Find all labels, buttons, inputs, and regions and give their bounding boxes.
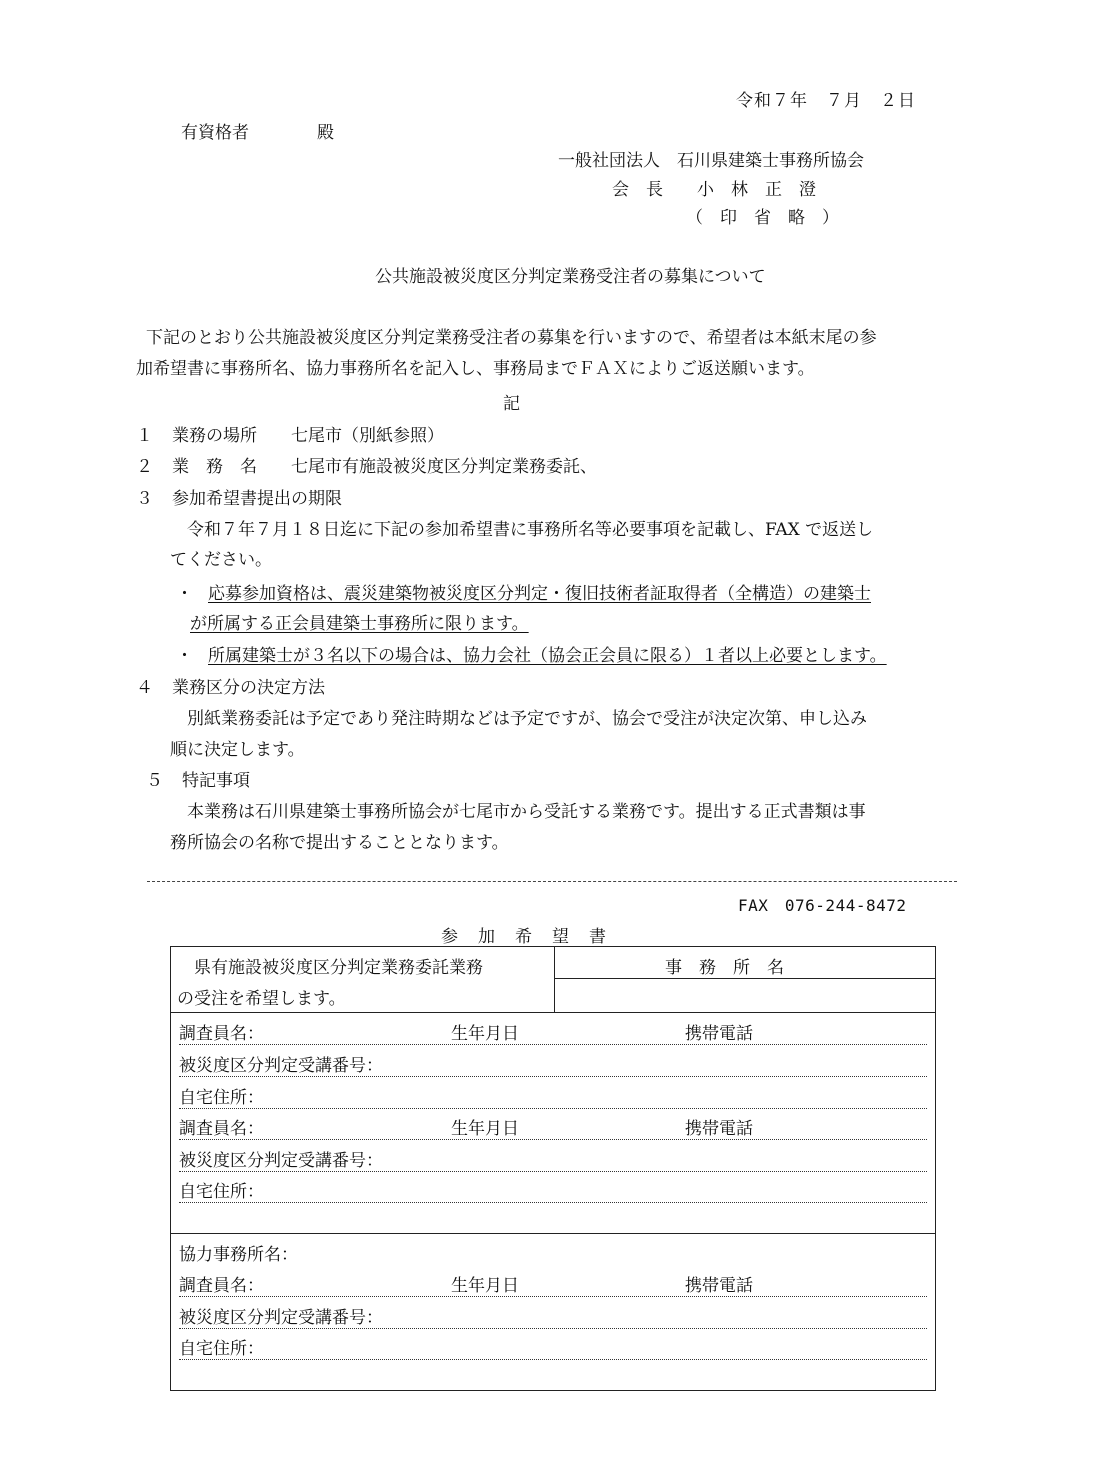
surveyor-name-label: 調査員名： — [179, 1119, 264, 1139]
office-name-header: 事 務 所 名 — [665, 958, 784, 978]
birth-date-label: 生年月日 — [451, 1119, 519, 1139]
surveyor-1-course-number-row[interactable] — [179, 1049, 927, 1077]
surveyor-2-course-number-row[interactable] — [179, 1144, 927, 1172]
intro-line-1: 下記のとおり公共施設被災度区分判定業務受注者の募集を行いますので、希望者は本紙末尾の参 — [146, 328, 877, 348]
course-number-label: 被災度区分判定受講番号： — [179, 1308, 383, 1328]
item-5-body-line-1: 本業務は石川県建築士事務所協会が七尾市から受託する業務です。提出する正式書類は事 — [170, 802, 866, 822]
item-3-body-line-1: 令和７年７月１８日迄に下記の参加希望書に事務所名等必要事項を記載し、FAX で返送し — [170, 520, 874, 540]
surveyor-1-address-row[interactable] — [179, 1081, 927, 1109]
sender-organization: 一般社団法人 石川県建築士事務所協会 — [558, 151, 864, 171]
item-text: 参加希望書提出の期限 — [172, 489, 342, 509]
item-text: 特記事項 — [182, 771, 250, 791]
item-5 — [146, 766, 250, 791]
intro-paragraph — [136, 323, 877, 385]
birth-date-label: 生年月日 — [451, 1276, 519, 1296]
ki-heading: 記 — [503, 394, 520, 414]
apply-statement-line-1: 県有施設被災度区分判定業務委託業務 — [177, 958, 483, 978]
bullet-mark: ・ — [176, 584, 193, 604]
recipient-honorific: 殿 — [317, 123, 334, 143]
birth-date-label: 生年月日 — [451, 1024, 519, 1044]
partner-address-row[interactable] — [179, 1332, 927, 1360]
application-form — [170, 946, 936, 1391]
seal-omitted-note: （ 印 省 略 ） — [686, 208, 839, 228]
item-number: ５ — [146, 771, 163, 791]
qualification-note-line-1: 応募参加資格は、震災建築物被災度区分判定・復旧技術者証取得者（全構造）の建築士 — [208, 584, 871, 604]
course-number-label: 被災度区分判定受講番号： — [179, 1056, 383, 1076]
home-address-label: 自宅住所： — [179, 1339, 264, 1359]
recipient-label: 有資格者 — [181, 123, 249, 143]
item-4-body-line-2: 順に決定します。 — [170, 740, 305, 760]
item-4 — [136, 673, 325, 698]
qualification-note-line-2: が所属する正会員建築士事務所に限ります。 — [190, 614, 529, 634]
item-4-body-line-1: 別紙業務委託は予定であり発注時期などは予定ですが、協会で受注が決定次第、申し込み — [170, 709, 867, 729]
mobile-phone-label: 携帯電話 — [685, 1119, 753, 1139]
item-3 — [136, 484, 342, 509]
item-text: 業務の場所 七尾市（別紙参照） — [172, 426, 444, 446]
item-2 — [136, 452, 597, 477]
home-address-label: 自宅住所： — [179, 1088, 264, 1108]
cut-line — [147, 881, 957, 882]
surveyor-2-address-row[interactable] — [179, 1175, 927, 1203]
apply-statement-line-2: の受注を希望します。 — [177, 989, 346, 1009]
home-address-label: 自宅住所： — [179, 1182, 264, 1202]
item-number: ３ — [136, 489, 153, 509]
sender-president: 会 長 小 林 正 澄 — [612, 180, 816, 200]
issue-date: 令和７年 ７月 ２日 — [736, 91, 916, 111]
form-divider — [554, 947, 555, 1012]
mobile-phone-label: 携帯電話 — [685, 1024, 753, 1044]
partner-course-number-row[interactable] — [179, 1301, 927, 1329]
item-number: ４ — [136, 678, 153, 698]
bullet-mark: ・ — [176, 646, 193, 666]
item-1 — [136, 421, 444, 446]
surveyor-2-row[interactable] — [179, 1112, 927, 1140]
surveyor-name-label: 調査員名： — [179, 1024, 264, 1044]
office-name-field[interactable] — [557, 981, 933, 1011]
intro-line-2: 加希望書に事務所名、協力事務所名を記入し、事務局までＦＡＸによりご返送願います。 — [136, 359, 815, 379]
form-divider — [171, 1233, 935, 1234]
item-text: 業 務 名 七尾市有施設被災度区分判定業務委託、 — [172, 457, 597, 477]
partner-surveyor-row[interactable] — [179, 1269, 927, 1297]
item-3-body-line-2: てください。 — [170, 550, 272, 570]
surveyor-name-label: 調査員名： — [179, 1276, 264, 1296]
form-divider — [554, 978, 936, 979]
form-divider — [171, 1012, 935, 1013]
item-5-body-line-2: 務所協会の名称で提出することとなります。 — [170, 833, 509, 853]
partner-requirement-note: 所属建築士が３名以下の場合は、協力会社（協会正会員に限る）１者以上必要とします。 — [208, 646, 887, 666]
form-title: 参加希望書 — [441, 927, 626, 947]
partner-office-label: 協力事務所名： — [179, 1245, 298, 1265]
item-text: 業務区分の決定方法 — [172, 678, 325, 698]
item-number: ２ — [136, 457, 153, 477]
recipient — [181, 118, 334, 143]
document-title: 公共施設被災度区分判定業務受注者の募集について — [375, 267, 766, 287]
mobile-phone-label: 携帯電話 — [685, 1276, 753, 1296]
fax-number: FAX 076-244-8472 — [738, 896, 907, 915]
course-number-label: 被災度区分判定受講番号： — [179, 1151, 383, 1171]
surveyor-1-row[interactable] — [179, 1017, 927, 1045]
item-number: １ — [136, 426, 153, 446]
